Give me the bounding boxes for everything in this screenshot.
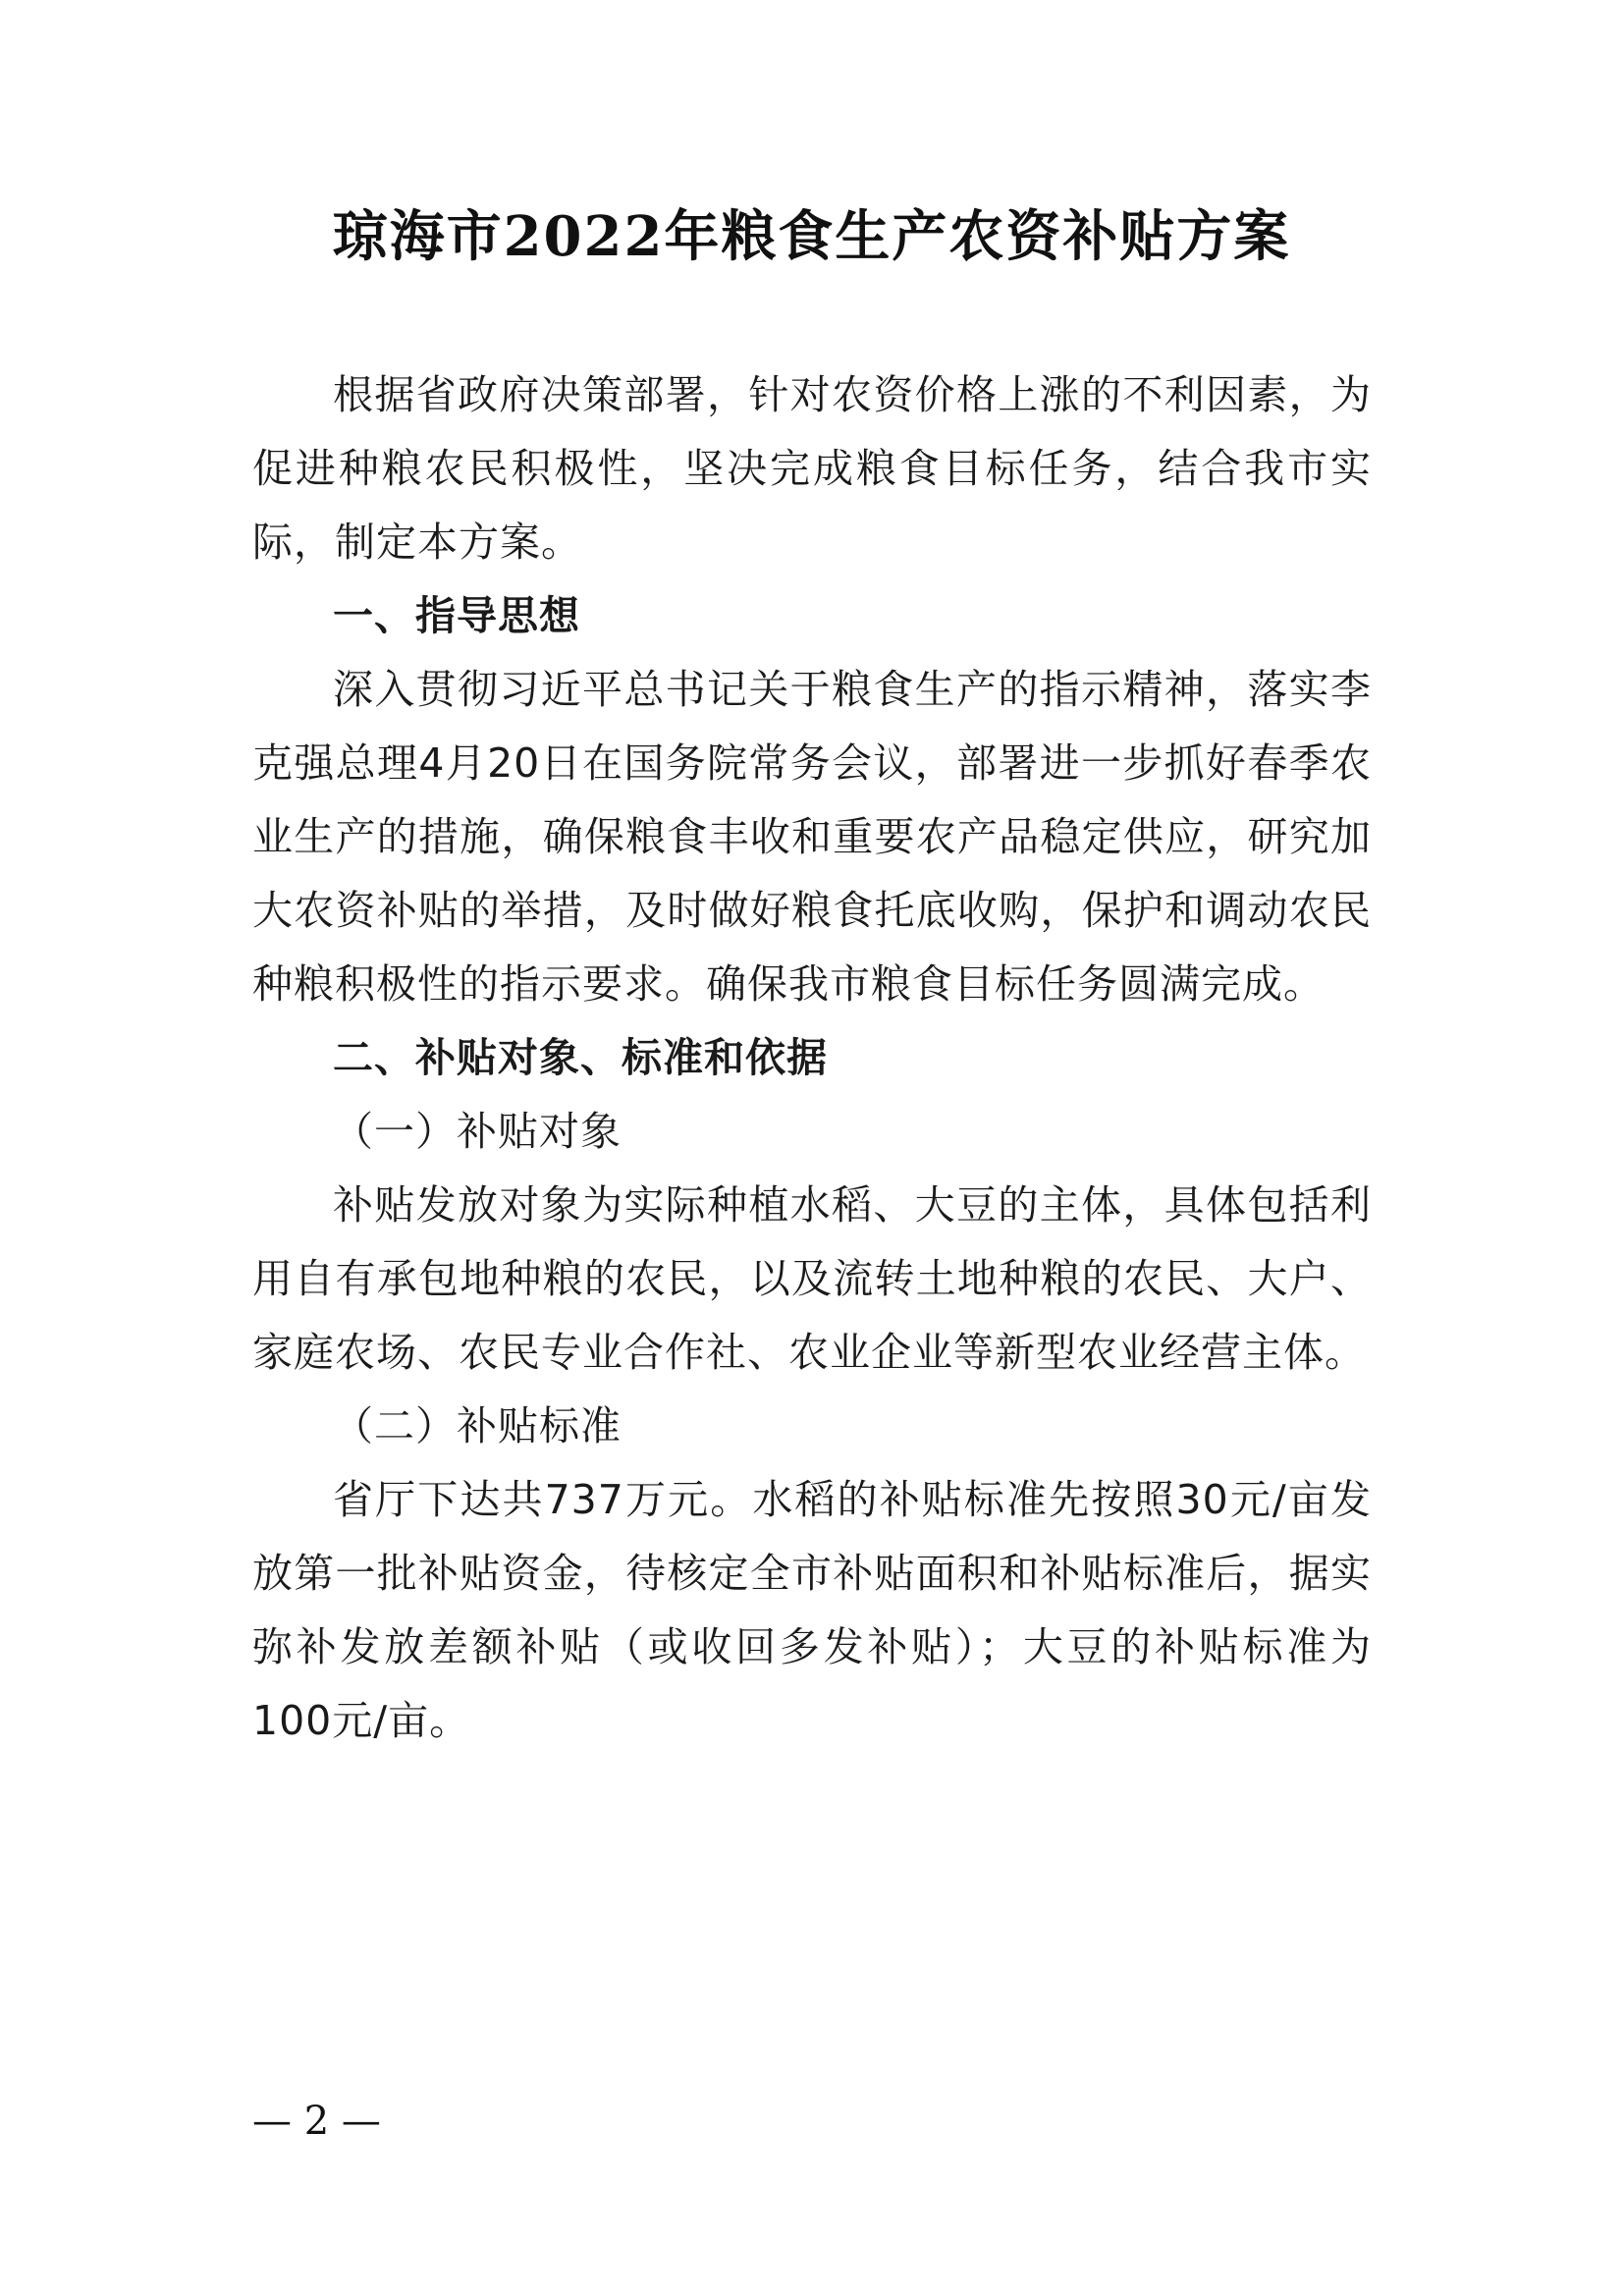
page-number: — 2 — [252, 2099, 381, 2144]
document-title: 琼海市2022年粮食生产农资补贴方案 [332, 204, 1291, 269]
subsection-2-heading: （二）补贴标准 [333, 1402, 622, 1449]
section-2-heading: 二、补贴对象、标准和依据 [333, 1034, 828, 1081]
subsection-1-heading: （一）补贴对象 [333, 1108, 622, 1155]
section-1-paragraph: 深入贯彻习近平总书记关于粮食生产的指示精神，落实李克强总理4月20日在国务院常务会议，部署进一步抓好春季农业生产的措施，确保粮食丰收和重要农产品稳定供应，研究加大农资补贴的举措，及时做好粮食托底收购，保护和调动农民种粮积极性的指示要求。确保我市粮食目标任务圆满完成。 [252, 666, 1372, 1008]
document-body [252, 358, 1372, 1758]
section-1-heading: 一、指导思想 [333, 592, 580, 639]
subsection-2-paragraph: 省厅下达共737万元。水稻的补贴标准先按照30元/亩发放第一批补贴资金，待核定全市补贴面积和补贴标准后，据实弥补发放差额补贴（或收回多发补贴）；大豆的补贴标准为100元/亩。 [252, 1476, 1372, 1744]
subsection-1-paragraph: 补贴发放对象为实际种植水稻、大豆的主体，具体包括利用自有承包地种粮的农民，以及流转土地种粮的农民、大户、家庭农场、农民专业合作社、农业企业等新型农业经营主体。 [252, 1181, 1372, 1376]
intro-paragraph: 根据省政府决策部署，针对农资价格上涨的不利因素，为促进种粮农民积极性，坚决完成粮食目标任务，结合我市实际，制定本方案。 [252, 371, 1372, 566]
